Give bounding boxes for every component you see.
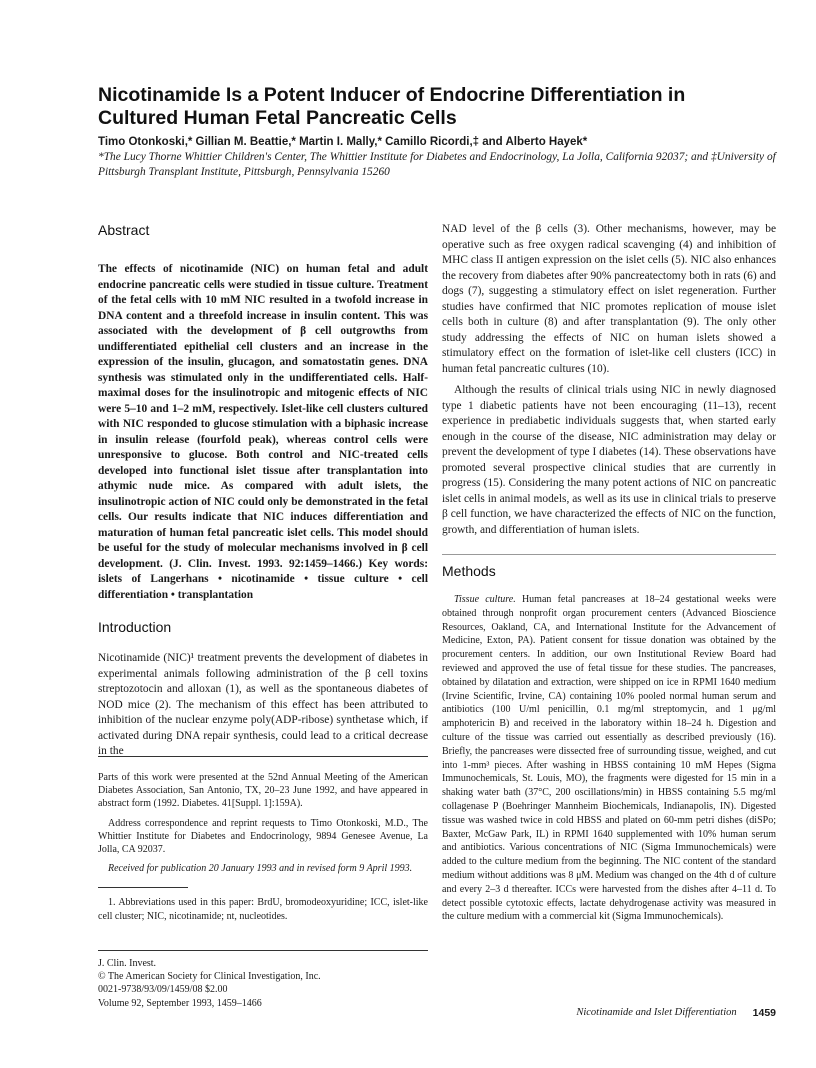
abstract-heading: Abstract — [98, 222, 150, 238]
page-number: 1459 — [752, 1007, 776, 1019]
footnote-correspondence: Address correspondence and reprint requests to Timo Otonkoski, M.D., The Whittier Institute for Diabetes and Endocrinology, 9894 Genesee Avenue, La Jolla, CA 92037. — [98, 817, 428, 856]
journal-info-divider — [98, 950, 428, 951]
volume-line: Volume 92, September 1993, 1459–1466 — [98, 997, 262, 1009]
left-column — [98, 222, 428, 760]
page-footer — [442, 1007, 776, 1019]
affiliations: *The Lucy Thorne Whittier Children's Center, The Whittier Institute for Diabetes and Endocrinology, La Jolla, California 92037; and ‡University of Pittsburgh Transplant Institute, Pittsburgh, Pennsylvania 15260 — [98, 151, 776, 178]
abstract-text: The effects of nicotinamide (NIC) on human fetal and adult endocrine pancreatic cells were studied in tissue culture. Treatment of the fetal cells with 10 mM NIC resulted in a twofold increase in DNA content and a threefold increase in insulin content. This was associated with the development of β cell outgrowths from undifferentiated epithelial cell clusters and an increase in the expression of the insulin, glucagon, and somatostatin genes. DNA synthesis was stimulated only in the undifferentiated cells. Half-maximal doses for the insulinotropic and mitogenic effects of NIC were 5–10 and 1–2 mM, respectively. Islet-like cell clusters cultured with NIC responded to glucose stimulation with a biphasic increase in insulin release (fourfold peak), whereas control cells were unresponsive to glucose. Both control and NIC-treated cells developed into functional islet tissue after transplantation into athymic nude mice. As compared with adult islets, the insulinotropic action of NIC could only be demonstrated in the fetal cells. Our results indicate that NIC induces differentiation and maturation of human fetal pancreatic islet cells. This model should be useful for the study of molecular mechanisms involved in β cell development. (J. Clin. Invest. 1993. 92:1459–1466.) Key words: islets of Langerhans • nicotinamide • tissue culture • cell differentiation • transplantation — [98, 263, 428, 601]
issn-line: 0021-9738/93/09/1459/08 $2.00 — [98, 984, 228, 996]
copyright-line: © The American Society for Clinical Investigation, Inc. — [98, 971, 321, 983]
introduction-paragraph-2: Although the results of clinical trials using NIC in newly diagnosed type 1 diabetic patients have not been encouraging (11–13), recent experience in prediabetic individuals suggests that, when started early enough in the course of the disease, NIC administration may delay or prevent the development of type I diabetes (14). These observations have promoted several prospective clinical studies that are currently in progress (15). Considering the many potent actions of NIC on pancreatic islet cells in animal models, as well as its use in clinical trials to preserve β cell function, we have characterized the effects of NIC on the function, growth, and differentiation of human islets. — [442, 384, 776, 536]
introduction-heading: Introduction — [98, 619, 172, 635]
introduction-continued: NAD level of the β cells (3). Other mechanisms, however, may be operative such as free oxygen radical scavenging (4) and inhibition of MHC class II antigen expression on the islet cells (5). NIC also enhances the recovery from diabetes after 90% pancreatectomy both in rats (6) and dogs (7), suggesting a stimulatory effect on islet regeneration. Further studies have confirmed that NIC promotes replication of mouse islet cells both in culture (8) and after transplantation (9). The only other study addressing the effects of NIC on human islets showed a stimulatory effect on the formation of islet-like cell clusters (ICC) in human fetal pancreatic cultures (10). — [442, 223, 776, 375]
footnote-abbreviations: 1. Abbreviations used in this paper: BrdU, bromodeoxyuridine; ICC, islet-like cell cluster; NIC, nicotinamide; nt, nucleotides. — [98, 897, 428, 922]
methods-tissue-culture — [442, 593, 776, 924]
footnote-received: Received for publication 20 January 1993 and in revised form 9 April 1993. — [108, 863, 413, 875]
article-title: Nicotinamide Is a Potent Inducer of Endocrine Differentiation in Cultured Human Fetal Pancreatic Cells — [98, 84, 686, 129]
introduction-paragraph: Nicotinamide (NIC)¹ treatment prevents the development of diabetes in experimental animals following administration of the β cell toxins streptozotocin and alloxan (1), as well as the spontaneous diabetes of NOD mice (2). The mechanism of this effect has been attributed to inhibition of the nuclear enzyme poly(ADP-ribose) synthetase which, if activated during DNA repair synthesis, could lead to a critical decrease in the — [98, 652, 428, 757]
methods-subheading: Tissue culture. — [454, 594, 516, 605]
methods-heading: Methods — [442, 554, 776, 579]
author-list: Timo Otonkoski,* Gillian M. Beattie,* Martin I. Mally,* Camillo Ricordi,‡ and Alberto Hayek* — [98, 136, 588, 148]
footnote-short-divider — [98, 887, 188, 888]
footnotes — [98, 756, 428, 923]
right-column — [442, 222, 776, 934]
journal-info — [98, 950, 428, 1010]
footnote-divider — [98, 756, 428, 757]
journal-name: J. Clin. Invest. — [98, 958, 157, 969]
methods-text: Human fetal pancreases at 18–24 gestational weeks were obtained through nonprofit organ procurement centers (Advanced Bioscience Resources, Oakland, CA, and International Institute for the Advancement of Medicine, Exton, PA). Patient consent for tissue donation was obtained by the procurement centers. In addition, our own Institutional Review Board had reviewed and approved the use of fetal tissue for these studies. The pancreases, obtained by dilatation and extraction, were shipped on ice in RPMI 1640 medium (Irvine Scientific, Irvine, CA) containing 10% pooled normal human serum and antibiotics (100 U/ml penicillin, 0.1 mg/ml streptomycin, and 1 μg/ml amphotericin B) and received in the laboratory within 18–24 h. Digestion and culture of the tissue was carried out essentially as described previously (16). Briefly, the pancreases were dissected free of surrounding tissue, weighed, and cut into 1-mm³ pieces. After washing in HBSS containing 10 mM Hepes (Sigma Immunochemicals, St. Louis, MO), the fragments were digested for 15 min in a shaking water bath (37°C, 200 oscillations/min) in HBSS containing 5.5 mg/ml collagenase P (Boehringer Mannheim Biochemicals, Indianapolis, IN). Digested tissue was washed twice in cold HBSS and plated on 60-mm petri dishes (diSPo; Baxter, McGaw Park, IL) in RPMI 1640 supplemented with 10% human serum and antibiotics. Various concentrations of NIC (Sigma Immunochemicals) were added to the culture medium from the beginning. The NIC content of the standard medium without additions was 8 μM. Medium was changed on the 4th d of culture and every 2–3 d thereafter. ICCs were harvested from the dishes after 4–11 d. To detect possible cytotoxic effects, lactate dehydrogenase activity was measured in the culture medium with a commercial kit (Sigma Immunochemicals). — [442, 594, 777, 923]
running-title: Nicotinamide and Islet Differentiation — [576, 1007, 737, 1018]
footnote-presented: Parts of this work were presented at the 52nd Annual Meeting of the American Diabetes Association, San Antonio, TX, 20–23 June 1992, and have appeared in abstract form (1992. Diabetes. 41[Suppl. 1]:159A). — [98, 772, 428, 810]
